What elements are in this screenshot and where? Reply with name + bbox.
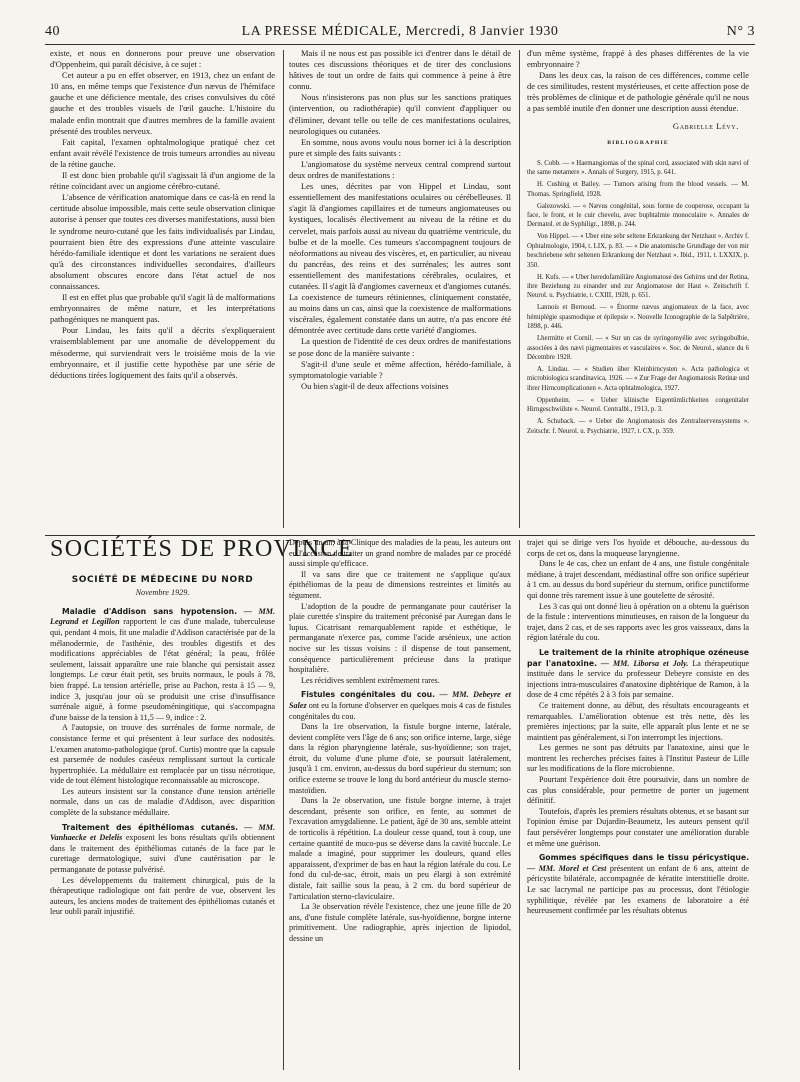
- communication-paragraph: [50, 607, 275, 724]
- communication-text: La 3e observation révèle l'existence, chez une jeune fille de 20 ans, d'une fistule complète latérale, sus-hyoïdienne, borgne interne primitivement. Une radiographie, après injection de lipiodol, dessine un: [289, 902, 511, 943]
- author-signature: Gabrielle Lévy.: [672, 120, 739, 131]
- paragraph: [289, 722, 511, 796]
- communication-heading: Le traitement de la rhinite atrophique ozéneuse par l'anatoxine.: [527, 647, 749, 668]
- paragraph: La question de l'identité de ces deux ordres de manifestations se pose donc de la manière suivante :: [289, 336, 511, 358]
- communication-authors: — MM. Legrand et Legillon: [50, 606, 276, 627]
- societies-column-1: [50, 536, 355, 1070]
- paragraph: Cet auteur a pu en effet observer, en 1913, chez un enfant de 10 ans, en même temps que l'existence d'un nævus de l'hémiface gauche et une déficience mentale, des crises convulsives du côté gauche et des troubles visuels de l'œil gauche. L'histoire du malade enfin montrait que d'autres membres de la famille avaient présenté des troubles nerveux.: [50, 70, 275, 136]
- paragraph: S'agit-il d'une seule et même affection, hérédo-familiale, à symptomatologie variable ?: [289, 358, 511, 380]
- communication-text: A l'autopsie, on trouve des surrénales de forme normale, de consistance ferme et qui présentent à leur surface des nodosités. L'examen anatomo-pathologique (prof. Curtis) montre que la capsule est parsemée de nodules caséeux remplissant surtout la corticale hypertrophiée. La médullaire est remplacée par un tissu nécrotique, vide de tout élément histologique reconnaissable au microscope.: [50, 723, 275, 786]
- bibliography-entry: Lhermitte et Cornil. — « Sur un cas de syringomyélie avec syringobulbie, associées à des nævi pigmentaires et vasculaires ». Soc. de Neurol., séance du 6 Décembre 1928.: [527, 335, 749, 362]
- communication-text: trajet qui se dirige vers l'os hyoïde et débouche, au-dessous du corps de cet os, dans la muqueuse laryngienne.: [527, 538, 749, 558]
- paragraph: L'absence de vérification anatomique dans ce cas-là en rend la certitude absolue impossible, mais cette seule observation clinique autorise à penser que toutes ces diverses manifestations, aussi bien le syndrome neuro-cutané que les faits individualisés par Lindau, pourraient bien être des expressions d'une atteinte vasculaire hérédo-familiale identique et dont les variations ne seraient dues qu'à des circonstances individuelles secondaires, d'ailleurs absolument obscures encore dans l'état actuel de nos connaissances.: [50, 192, 275, 291]
- paragraph: Les unes, décrites par von Hippel et Lindau, sont essentiellement des manifestations oculaires ou cérébelleuses. Il s'agit là d'angiomes capillaires et de tumeurs angiomateuses ou kystiques, localisés électivement au niveau de la rétine et du cervelet, mais parfois aussi au niveau du quatrième ventricule, du bulbe et de la moelle. Ces tumeurs s'accompagnent toujours de néoformations au niveau des viscères, et, en particulier, au niveau du pancréas, des reins et des surrénales; les autres sont essentiellement des manifestations cérébrales, oculaires, et cutanées. Il s'agit là d'angiomes caverneux et d'angiomes cutanés. La coexistence de tumeurs rétiniennes, cliniquement constatée, au moins dans un cas, ainsi que la coexistence de malformations viscérales, également constatée dans un autre, n'a pas encore été démontrée avec certitude dans cette variété d'angiomes.: [289, 181, 511, 336]
- issue-number: N° 3: [726, 24, 755, 39]
- paragraph: [527, 538, 749, 559]
- paragraph: Fait capital, l'examen ophtalmologique pratiqué chez cet enfant avait révélé l'existence de trois tumeurs arrondies au niveau de la rétine gauche.: [50, 136, 275, 169]
- journal-title: LA PRESSE MÉDICALE, Mercredi, 8 Janvier 1930: [241, 24, 559, 39]
- bibliography-entry: Galezowski. — « Nævus congénital, sous forme de couperose, occupant la face, le front, et le cuir chevelu, avec buphtalmie monoculaire ». Annales de Dermatol. et de Syphiligr., 1898, p. 244.: [527, 202, 749, 229]
- column-divider: [283, 540, 284, 1070]
- bibliography-entry: Oppenheim. — « Ueber klinische Eigentümlichkeiten congenitaler Hirngeschwülste ». Neurol. Centralbl., 1913, p. 3.: [527, 396, 749, 414]
- paragraph: existe, et nous en donnerons pour preuve une observation d'Oppenheim, qui paraît décisive, à ce sujet :: [50, 48, 275, 70]
- paragraph: Dans les deux cas, la raison de ces différences, comme celle de ces similitudes, restent mystérieuses, et cette affection pose de très problèmes de clinique et de pathologie générale qu'il ne nous a pas semblé inutile d'en donner une description aussi étendue.: [527, 70, 749, 114]
- communication-text: Les germes ne sont pas détruits par l'anatoxine, ainsi que le montrent les recherches précises faites à l'Institut Pasteur de Lille sur les modifications de la flore microbienne.: [527, 743, 749, 774]
- bibliography-entry: Von Hippel. — « Uber eine sehr seltene Erkrankung der Netzhaut ». Archiv f. Ophtalmologie, 1904, t. LIX, p. 83. — « Die anatomische Grundlage der von mir beschriebene sehr seltenen Erkrankung der Netzhaut ». Ibid., 1911, t. LXXIX, p. 350.: [527, 233, 749, 269]
- header-rule: [45, 44, 755, 45]
- society-name: SOCIÉTÉ DE MÉDECINE DU NORD: [71, 574, 254, 585]
- communication-authors: — MM. Morel et Cest: [527, 863, 607, 873]
- paragraph: [289, 602, 511, 676]
- bibliography-entry: S. Cobb. — « Haemangiomas of the spinal cord, associated with skin nævi of the same metamere ». Annals of Surgery, 1915, p. 641.: [527, 159, 749, 177]
- paragraph: Pour Lindau, les faits qu'il a décrits s'expliqueraient vraisemblablement par une anomalie de développement du mésoderme, qui surviendrait vers le troisième mois de la vie embryonnaire, et il justifie cette hypothèse par une série de déductions tirées logiquement des faits qu'il a observés.: [50, 325, 275, 380]
- column-divider: [519, 50, 520, 528]
- communication-text: Les développements du traitement chirurgical, puis de la thérapeutique radiologique ont fait perdre de vue, observent les auteurs, les anciens modes de traitement des épithéliomas cutanés et leur oubli paraît injustifié.: [50, 875, 275, 917]
- communication-text: rapportent le cas d'une malade, tuberculeuse qui, pendant 4 mois, fit une maladie d'Addison caractérisée par de la mélanodermie, de l'asthénie, des troubles digestifs et des modifications appréciables de l'état général; la peau, frôlée seulement, laissait apparaître une raie blanche qui persistait assez longtemps. Le cœur était petit, ses bruits normaux, le pouls à 78, bien frappé. La tension artérielle, prise au Pachon, resta à 15 — 9, indice 3, jusqu'au jour où se produisit une crise d'insuffisance surrénale aiguë, à forme pseudoméningitique, qui s'accompagna d'une baisse de la tension à 11,5 — 9, indice : 2.: [50, 617, 276, 722]
- paragraph: En somme, nous avons voulu nous borner ici à la description pure et simple des faits suivants :: [289, 136, 511, 158]
- societies-column-2: [289, 538, 511, 1072]
- article-conclusion: [527, 48, 749, 115]
- bibliography-entry: Lannois et Bernoud. — « Énorme nævus angiomateux de la face, avec hémiplégie spasmodique et épilepsie ». Nouvelle Iconographie de la Salpêtrière, 1898, p. 446.: [527, 304, 749, 331]
- bibliography-entry: A. Lindau. — « Studien über Kleinhirncysten ». Acta pathologica et microbiologica scandinavica, 1926. — « Zur Frage der Angiomatosis Retinæ und ihrer Hirncomplicationen ». Acta ophtalmologica, 1927.: [527, 366, 749, 392]
- top-column-2: [289, 48, 511, 528]
- communication-text: Ce traitement donne, au début, des résultats encourageants et remarquables. L'amélioration obtenue est très nette, dès les premières injections; par la suite, elle apparaît plus lente et ne se maintient pas généralement, si l'on interrompt les injections.: [527, 700, 749, 742]
- communication-paragraph: [289, 690, 511, 722]
- page-header: [45, 24, 755, 46]
- communication-text: La thérapeutique instituée dans le service du professeur Debeyre consiste en des injections intra-musculaires d'anatoxine diphtérique de Ramon, à la dose de 4 cmc répétés 2 à 3 fois par semaine.: [527, 658, 750, 700]
- paragraph: [527, 602, 749, 644]
- paragraph: Ou bien s'agit-il de deux affections voisines: [301, 380, 449, 391]
- societies-column-3: [527, 538, 749, 1072]
- paragraph: [289, 570, 511, 602]
- communication-text: Les 3 cas qui ont donné lieu à opération on a obtenu la guérison de la fistule : interventions minutieuses, en raison de la longueur du trajet, dans 2 cas, et de ses rapports avec les gros vaisseaux, dans la région latérale du cou.: [527, 601, 749, 643]
- communication-text: Dans la 1re observation, la fistule borgne interne, latérale, devient complète vers l'âge de 6 ans; son orifice interne, large, siège dans la région pharyngienne latérale, sus-hyoïdienne; son trajet, étroit, du volume d'une plume d'oie, se poursuit latéralement, jusqu'à 1 cm. environ, au-dessus du bord supérieur du sternum; son orifice externe se trouve le long du bord antérieur du muscle sterno-mastoïdien.: [289, 722, 511, 795]
- communication-heading: Fistules congénitales du cou.: [301, 690, 436, 700]
- paragraph: Il est donc bien probable qu'il s'agissait là d'un angiome de la rétine coïncidant avec un angiome cérébro-cutané.: [50, 170, 275, 192]
- paragraph: [289, 538, 511, 570]
- communication-text: Depuis un an, à la Clinique des maladies de la peau, les auteurs ont eu l'occasion de traiter un grand nombre de malades par ce procédé aussi simple qu'efficace.: [289, 538, 511, 569]
- communication-authors: — MM. Liborsa et Joly.: [600, 658, 689, 668]
- communication-text: Dans le 4e cas, chez un enfant de 4 ans, une fistule congénitale médiane, à trajet descendant, médiastinal offre son orifice supérieur à 1 cm. au dessus du bord supérieur du sternum, orifice punctiforme qui donne très rarement issue à une goutelette de sérosité.: [527, 559, 749, 600]
- column-divider: [283, 50, 284, 528]
- communication-text: Pourtant l'expérience doit être poursuivie, dans un nombre de cas plus considérable, pour permettre de porter un jugement définitif.: [527, 775, 749, 806]
- bibliography-entry: H. Cushing et Bailey. — Tumors arising from the blood vessels. — M. Thomas. Springfield, 1928.: [527, 181, 749, 198]
- communication-text: ont eu la fortune d'observer en quelques mois 4 cas de fistules congénitales du cou.: [289, 700, 512, 721]
- communication-heading: Gommes spécifiques dans le tissu péricystique.: [539, 853, 749, 863]
- paragraph: [527, 807, 749, 849]
- paragraph: Mais il ne nous est pas possible ici d'entrer dans le détail de toutes ces discussions théoriques et de tirer des conclusions hâtives de tout un ordre de faits qui commence à peine à être connu.: [289, 48, 511, 92]
- paragraph: [289, 676, 511, 687]
- communication-text: Toutefois, d'après les premiers résultats obtenus, et se basant sur l'opinion émise par Dujardin-Beaumetz, les auteurs pensent qu'il faut persévérer longtemps pour constater une amélioration durable et même une guérison.: [527, 806, 749, 848]
- communication-text: présentent un enfant de 6 ans, atteint de péricystite bilatérale, accompagnée de kératite interstitielle droite. Le sac lacrymal ne participe pas au processus, dont l'étiologie syphilitique, révélée par les examens de laboratoire a été heureusement confirmée par les résultats obtenus: [527, 863, 749, 916]
- paragraph: Il est en effet plus que probable qu'il s'agit là de malformations embryonnaires de même nature, et les interprétations pathogéniques ne manquent pas.: [50, 292, 275, 325]
- communication-text: Les auteurs insistent sur la constance d'une tension artérielle normale, dans un cas de maladie d'Addison, avec disparition complète de la substance médullaire.: [50, 786, 275, 818]
- bibliography-entry: A. Schuback. — « Ueber die Angiomatosis des Zentralnervensystems ». Zeitschr. f. Neurol. u. Psychiatrie, 1927, t. CX, p. 359.: [527, 418, 749, 435]
- top-column-1: [50, 48, 275, 528]
- communication-authors: — MM. Debeyre et Salez: [289, 690, 511, 710]
- paragraph: L'angiomatose du système nerveux central comprend surtout deux ordres de manifestations :: [289, 158, 511, 181]
- communication-text: exposent les bons résultats qu'ils obtiennent dans le traitement des épithéliomas cutanés de la face par le curettage dermatologique, suivi d'une cautérisation par le permanganate de potasse pulvérisé.: [50, 833, 275, 875]
- bibliography-list: [527, 159, 749, 436]
- paragraph: [50, 787, 275, 819]
- bibliography-heading: BIBLIOGRAPHIE: [607, 139, 669, 146]
- page-number: 40: [45, 24, 60, 39]
- communication-text: Il va sans dire que ce traitement ne s'applique qu'aux épithéliomas de la peau de dimensions restreintes et limités au tégument.: [289, 569, 511, 600]
- section-title: SOCIÉTÉS DE PROVINCE: [50, 536, 355, 562]
- paragraph: [527, 559, 749, 601]
- communication-paragraph: [527, 853, 749, 917]
- paragraph: [527, 701, 749, 743]
- communication-text: Les récidives semblent extrêmement rares.: [301, 675, 440, 685]
- paragraph: [527, 743, 749, 775]
- paragraph: Nous n'insisterons pas non plus sur les sanctions pratiques (intervention, ou radiothérapie) qu'il convient d'appliquer ou d'éliminer, devant telle ou telle de ces manifestations oculaires, neurologiques ou cutanées.: [289, 92, 511, 136]
- paragraph: [50, 723, 275, 787]
- communication-text: L'adoption de la poudre de permanganate pour cautériser la plaie curettée s'inspire du traitement préconisé par Auregan dans le lupus. Cicatrisant remarquablement rapide et esthétique, le permanganate n'exerce pas, comme l'acide arsénieux, une action nocive sur les tissus voisins : il dispense de tout pansement, conséquence particulièrement précieuse dans la pratique hospitalière.: [289, 601, 511, 675]
- communication-heading: Maladie d'Addison sans hypotension.: [62, 606, 238, 616]
- communication-heading: Traitement des épithéliomas cutanés.: [62, 822, 239, 832]
- communication-paragraph: [527, 648, 749, 701]
- paragraph: [50, 876, 275, 918]
- societies-text-1: [50, 607, 275, 918]
- paragraph: [289, 902, 511, 944]
- communication-text: Dans la 2e observation, une fistule borgne interne, à trajet descendant, présente son orifice, en fente, au sommet de l'excavation amygdalienne. Le patient, âgé de 30 ans, semble atteint de torticolis à répétition. La douleur cesse quand, tout à coup, une certaine quantité de muco-pus se déverse dans la cavité buccale. Le malade a imaginé, pour supprimer les douleurs, quand elles apparaissent, d'exprimer de bas en haut la région latérale du cou. Le fond du cul-de-sac, étroit, mais un peu élargi à son extrémité distale, fait saillie sous la peau, à 2 cm. du bord supérieur de l'articulation sterno-claviculaire.: [289, 796, 511, 901]
- communication-authors: — MM. Vanhaecke et Delelis: [50, 822, 275, 843]
- paragraph: [527, 775, 749, 807]
- communication-paragraph: [50, 823, 275, 876]
- top-column-3: [527, 48, 749, 534]
- column-divider: [519, 540, 520, 1070]
- paragraph: d'un même système, frappé à des phases différentes de la vie embryonnaire ?: [527, 48, 749, 70]
- session-date: Novembre 1929.: [135, 588, 190, 598]
- paragraph: [289, 796, 511, 902]
- bibliography-entry: H. Kufs. — « Uber heredofamiliäre Angiomatose des Gehirns und der Retina, ihre Beziehung zu einander und zur Angiomatose der Haut ». Zeitschrift f. Neurol. u. Psychiatrie, t. CXIII, 1928, p. 651.: [527, 273, 749, 300]
